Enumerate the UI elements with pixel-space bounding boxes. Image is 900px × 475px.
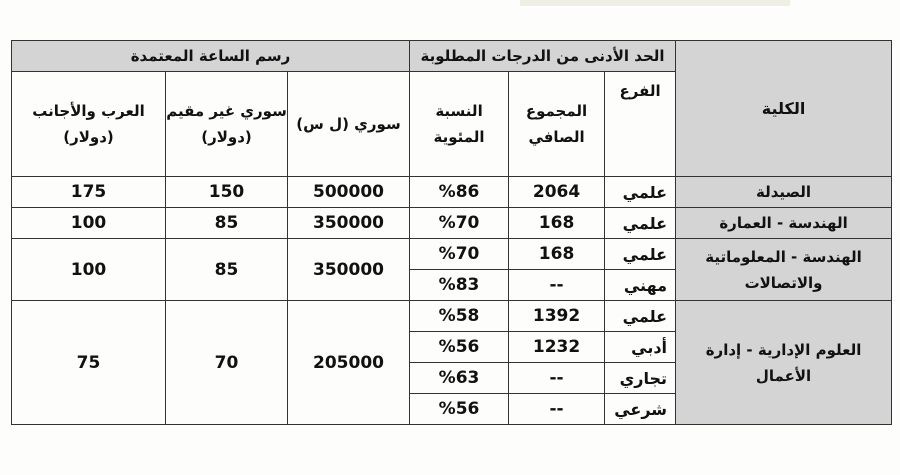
branch-cell: شرعي [605, 394, 676, 425]
nonresident-fee-cell: 150 [166, 177, 288, 208]
total-cell: 1392 [509, 301, 605, 332]
syrian-fee-cell: 205000 [288, 301, 410, 425]
min-grades-group-header: الحد الأدنى من الدرجات المطلوبة [410, 41, 676, 72]
percent-cell: %70 [410, 208, 509, 239]
table-row [12, 177, 892, 208]
branch-header: الفرع [605, 72, 676, 177]
arab-fee-cell: 100 [12, 208, 166, 239]
college-header: الكلية [676, 41, 892, 177]
table-row [12, 301, 892, 332]
branch-cell: مهني [605, 270, 676, 301]
college-cell: الهندسة - العمارة [676, 208, 892, 239]
arab-foreign-header: العرب والأجانب (دولار) [12, 72, 166, 177]
nonresident-fee-cell: 85 [166, 208, 288, 239]
percent-cell: %56 [410, 394, 509, 425]
percent-cell: %63 [410, 363, 509, 394]
branch-cell: علمي [605, 239, 676, 270]
arab-fee-cell: 75 [12, 301, 166, 425]
cropped-text-strip [520, 0, 790, 6]
syrian-fee-cell: 350000 [288, 239, 410, 301]
percent-cell: %70 [410, 239, 509, 270]
nonresident-fee-cell: 85 [166, 239, 288, 301]
syrian-nonresident-header: سوري غير مقيم (دولار) [166, 72, 288, 177]
arab-fee-cell: 100 [12, 239, 166, 301]
fees-group-header: رسم الساعة المعتمدة [12, 41, 410, 72]
fees-table [11, 40, 892, 425]
total-cell: -- [509, 363, 605, 394]
percent-cell: %56 [410, 332, 509, 363]
branch-cell: تجاري [605, 363, 676, 394]
table-row [12, 208, 892, 239]
syrian-fee-cell: 350000 [288, 208, 410, 239]
percentage-header: النسبة المئوية [410, 72, 509, 177]
branch-cell: أدبي [605, 332, 676, 363]
college-cell: العلوم الإدارية - إدارة الأعمال [676, 301, 892, 425]
branch-cell: علمي [605, 301, 676, 332]
table-row [12, 239, 892, 270]
net-total-header: المجموع الصافي [509, 72, 605, 177]
total-cell: 168 [509, 208, 605, 239]
branch-cell: علمي [605, 177, 676, 208]
total-cell: -- [509, 394, 605, 425]
total-cell: 168 [509, 239, 605, 270]
total-cell: 1232 [509, 332, 605, 363]
syrian-fee-header: سوري (ل س) [288, 72, 410, 177]
percent-cell: %83 [410, 270, 509, 301]
total-cell: 2064 [509, 177, 605, 208]
total-cell: -- [509, 270, 605, 301]
percent-cell: %86 [410, 177, 509, 208]
branch-cell: علمي [605, 208, 676, 239]
college-cell: الهندسة - المعلوماتية والاتصالات [676, 239, 892, 301]
arab-fee-cell: 175 [12, 177, 166, 208]
college-cell: الصيدلة [676, 177, 892, 208]
nonresident-fee-cell: 70 [166, 301, 288, 425]
syrian-fee-cell: 500000 [288, 177, 410, 208]
percent-cell: %58 [410, 301, 509, 332]
